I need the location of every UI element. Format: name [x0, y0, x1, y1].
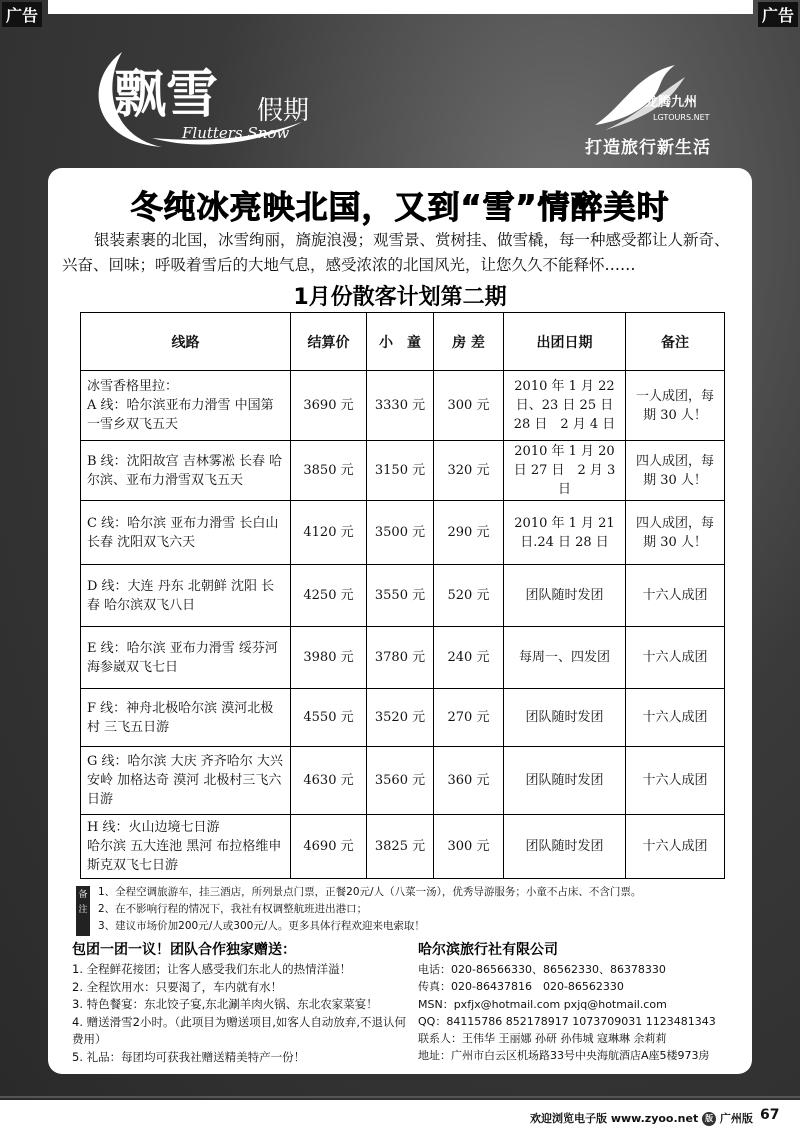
route-cell: H 线：火山边境七日游 哈尔滨 五大连池 黑河 布拉格维申斯克双飞七日游	[81, 815, 291, 879]
child-price-cell: 3825 元	[367, 815, 434, 879]
child-price-cell: 3330 元	[367, 371, 434, 441]
room-diff-cell: 240 元	[434, 627, 504, 689]
lgtours-logo	[575, 55, 745, 158]
footer-text	[530, 1110, 753, 1126]
header-route: 线路	[81, 313, 291, 371]
table-row	[81, 565, 725, 627]
footer	[0, 1100, 800, 1129]
notes-tag: 备注	[76, 886, 90, 936]
table-row	[81, 815, 725, 879]
company-contacts: 联系人：王伟华 王丽娜 孙研 孙伟城 寇琳琳 余莉莉	[418, 1032, 667, 1046]
edition-badge-icon: 版	[702, 1112, 716, 1126]
gift-item: 2. 全程饮用水：只要渴了，车内就有水！	[72, 979, 283, 994]
logo-slogan: 打造旅行新生活	[585, 138, 711, 158]
gift-item: 5. 礼品：每团均可获我社赠送精美特产一份！	[72, 1049, 306, 1064]
notes-lines	[98, 884, 641, 935]
dates-cell: 团队随时发团	[504, 689, 626, 747]
logo-url: LGTOURS.NET	[653, 113, 710, 122]
room-diff-cell: 290 元	[434, 501, 504, 565]
table-row	[81, 627, 725, 689]
company-address: 地址：广州市白云区机场路33号中央海航酒店A座5楼973房	[418, 1049, 710, 1063]
logo-subtitle: 假期	[257, 96, 310, 126]
note-cell: 十六人成团	[626, 627, 725, 689]
header-price: 结算价	[291, 313, 367, 371]
room-diff-cell: 520 元	[434, 565, 504, 627]
logo-english: Flutters Snow	[182, 124, 290, 142]
child-price-cell: 3780 元	[367, 627, 434, 689]
price-cell: 3690 元	[291, 371, 367, 441]
room-diff-cell: 300 元	[434, 815, 504, 879]
note-line: 2、在不影响行程的情况下，我社有权调整航班进出港口；	[98, 903, 368, 915]
note-cell: 一人成团，每期 30 人！	[626, 371, 725, 441]
child-price-cell: 3550 元	[367, 565, 434, 627]
note-cell: 十六人成团	[626, 689, 725, 747]
table-row	[81, 501, 725, 565]
route-cell: B 线：沈阳故宫 吉林雾凇 长春 哈尔滨、亚布力滑雪双飞五天	[81, 441, 291, 501]
child-price-cell: 3520 元	[367, 689, 434, 747]
child-price-cell: 3500 元	[367, 501, 434, 565]
header-dates: 出团日期	[504, 313, 626, 371]
room-diff-cell: 360 元	[434, 747, 504, 815]
dates-cell: 2010 年 1 月 20 日 27 日 2 月 3 日	[504, 441, 626, 501]
note-cell: 四人成团，每期 30 人！	[626, 441, 725, 501]
gifts-title: 包团一团一议！团队合作独家赠送：	[72, 942, 296, 958]
company-phone: 电话：020-86566330、86562330、86378330	[418, 963, 666, 976]
trip-table	[80, 312, 725, 879]
price-cell: 3850 元	[291, 441, 367, 501]
price-cell: 4690 元	[291, 815, 367, 879]
route-cell: C 线：哈尔滨 亚布力滑雪 长白山 长春 沈阳双飞六天	[81, 501, 291, 565]
note-cell: 四人成团，每期 30 人！	[626, 501, 725, 565]
table-row	[81, 371, 725, 441]
price-cell: 3980 元	[291, 627, 367, 689]
price-cell: 4630 元	[291, 747, 367, 815]
company-column	[418, 940, 748, 1065]
price-cell: 4250 元	[291, 565, 367, 627]
logo-brand: 龙腾九州	[645, 95, 698, 110]
ad-label-right: 广告	[758, 2, 798, 27]
table-row	[81, 689, 725, 747]
note-cell: 十六人成团	[626, 747, 725, 815]
gift-item: 1. 全程鲜花接团；让客人感受我们东北人的热情洋溢！	[72, 962, 352, 976]
table-row	[81, 747, 725, 815]
header-child: 小 童	[367, 313, 434, 371]
header-room: 房 差	[434, 313, 504, 371]
route-cell: G 线：哈尔滨 大庆 齐齐哈尔 大兴安岭 加格达奇 漠河 北极村三飞六日游	[81, 747, 291, 815]
company-msn: MSN：pxfjx@hotmail.com pxjq@hotmail.com	[418, 997, 667, 1011]
room-diff-cell: 300 元	[434, 371, 504, 441]
table-header-row	[81, 313, 725, 371]
note-cell: 十六人成团	[626, 565, 725, 627]
price-cell: 4550 元	[291, 689, 367, 747]
dates-cell: 团队随时发团	[504, 565, 626, 627]
child-price-cell: 3560 元	[367, 747, 434, 815]
note-line: 1、全程空调旅游车，挂三酒店，所列景点门票，正餐20元/人（八菜一汤），优秀导游服务；小童不占床、不含门票。	[98, 886, 642, 898]
price-cell: 4120 元	[291, 501, 367, 565]
room-diff-cell: 270 元	[434, 689, 504, 747]
gift-item: 3. 特色餐宴：东北饺子宴,东北涮羊肉火锅、东北农家菜宴！	[72, 997, 378, 1011]
footer-url[interactable]: www.zyoo.net	[610, 1112, 699, 1125]
footer-edition: 广州版	[719, 1112, 753, 1125]
dates-cell: 2010 年 1 月 22 日、23 日 25 日 28 日 2 月 4 日	[504, 371, 626, 441]
table-row	[81, 441, 725, 501]
plan-title: 1月份散客计划第二期	[293, 285, 507, 310]
intro-paragraph: 银装素裹的北国，冰雪绚丽，旖旎浪漫；观雪景、赏树挂、做雪橇，每一种感受都让人新奇、兴奋、回味；呼吸着雪后的大地气息，感受浓浓的北国风光，让您久久不能释怀……	[62, 231, 730, 274]
headline: 冬纯冰亮映北国，又到“雪”情醉美时	[130, 188, 670, 226]
route-cell: 冰雪香格里拉： A 线：哈尔滨亚布力滑雪 中国第一雪乡双飞五天	[81, 371, 291, 441]
note-cell: 十六人成团	[626, 815, 725, 879]
page-number: 67	[760, 1107, 780, 1123]
top-strip	[48, 0, 753, 14]
company-fax: 传真：020-86437816 020-86562330	[418, 980, 624, 994]
dates-cell: 每周一、四发团	[504, 627, 626, 689]
dates-cell: 团队随时发团	[504, 747, 626, 815]
route-cell: E 线：哈尔滨 亚布力滑雪 绥芬河 海参崴双飞七日	[81, 627, 291, 689]
gift-item: 4. 赠送滑雪2小时。（此项目为赠送项目,如客人自动放弃,不退认何费用）	[72, 1014, 407, 1046]
logo-title: 飘雪	[114, 64, 219, 125]
gifts-column	[72, 940, 407, 1066]
content-card	[48, 168, 752, 1074]
route-cell: F 线：神舟北极哈尔滨 漠河北极村 三飞五日游	[81, 689, 291, 747]
flutters-snow-logo	[82, 42, 312, 152]
note-line: 3、建议市场价加200元/人或300元/人。更多具体行程欢迎来电索取！	[98, 920, 425, 932]
footer-welcome: 欢迎浏览电子版	[530, 1112, 607, 1125]
notes-box	[76, 884, 726, 936]
child-price-cell: 3150 元	[367, 441, 434, 501]
footer-divider	[0, 1096, 800, 1098]
dates-cell: 团队随时发团	[504, 815, 626, 879]
header-note: 备注	[626, 313, 725, 371]
ad-label-left: 广告	[2, 2, 42, 27]
company-qq: QQ：84115786 852178917 1073709031 1123481343	[418, 1014, 716, 1028]
trip-table-body	[81, 371, 725, 879]
company-title: 哈尔滨旅行社有限公司	[418, 942, 558, 958]
room-diff-cell: 320 元	[434, 441, 504, 501]
dates-cell: 2010 年 1 月 21 日.24 日 28 日	[504, 501, 626, 565]
route-cell: D 线：大连 丹东 北朝鲜 沈阳 长春 哈尔滨双飞八日	[81, 565, 291, 627]
